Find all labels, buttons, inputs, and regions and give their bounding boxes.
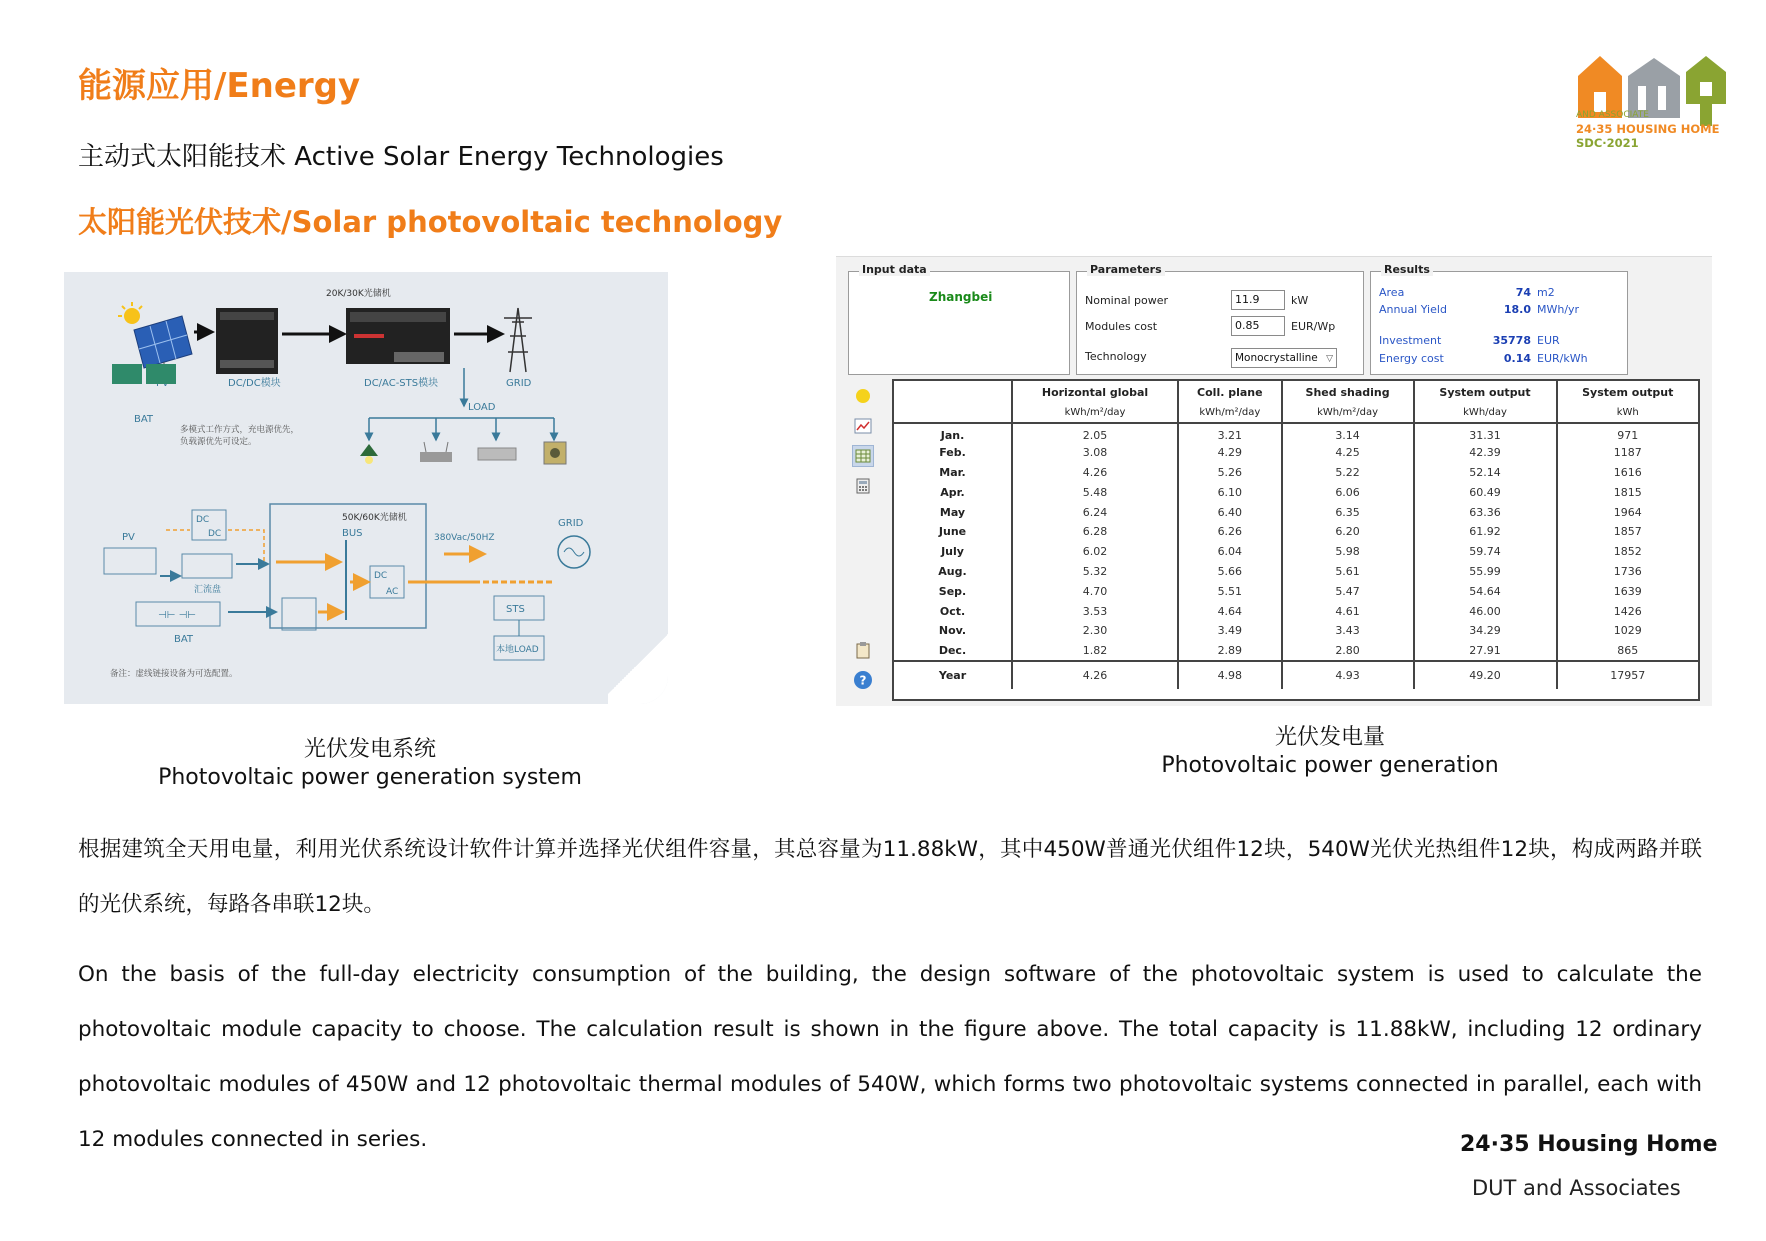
value-cell: 1857 — [1557, 522, 1698, 542]
svg-text:⊣⊢ ⊣⊢: ⊣⊢ ⊣⊢ — [158, 610, 197, 621]
column-unit: kWh/m²/day — [1282, 403, 1414, 423]
value-cell: 3.21 — [1178, 423, 1282, 443]
body-text-cn: 根据建筑全天用电量，利用光伏系统设计软件计算并选择光伏组件容量，其总容量为11.88kW，其中450W普通光伏组件12块，540W光伏光热组件12块，构成两路并联的光伏系统，每路各串联12块。 — [78, 837, 1702, 917]
value-cell: 5.51 — [1178, 581, 1282, 601]
dcdc-module-icon — [216, 308, 278, 374]
value-cell: 6.10 — [1178, 482, 1282, 502]
value-cell: 1852 — [1557, 542, 1698, 562]
value-cell: 6.40 — [1178, 502, 1282, 522]
column-header: Coll. plane — [1178, 381, 1282, 403]
column-unit: kWh — [1557, 403, 1698, 423]
value-cell: 5.61 — [1282, 562, 1414, 582]
value-cell: 63.36 — [1414, 502, 1557, 522]
sun-icon — [118, 302, 142, 324]
investment-label: Investment — [1379, 334, 1442, 347]
table-row — [894, 621, 1698, 641]
local-load-label: 本地LOAD — [496, 645, 539, 655]
dc-box-label: DC — [374, 571, 388, 581]
value-cell: 1815 — [1557, 482, 1698, 502]
dcac-label: DC/AC-STS模块 — [364, 378, 439, 389]
caption-left-cn: 光伏发电系统 — [303, 737, 436, 762]
caption-right — [1080, 724, 1580, 780]
column-unit: kWh/m²/day — [1178, 403, 1282, 423]
results-legend: Results — [1381, 263, 1433, 276]
chart-icon[interactable] — [852, 415, 874, 437]
annual-yield-unit: MWh/yr — [1537, 303, 1580, 316]
column-unit — [894, 403, 1012, 423]
value-cell: 60.49 — [1414, 482, 1557, 502]
value-cell: 3.08 — [1012, 443, 1178, 463]
value-cell: 46.00 — [1414, 601, 1557, 621]
column-header: Horizontal global — [1012, 381, 1178, 403]
value-cell: 5.98 — [1282, 542, 1414, 562]
table-row — [894, 463, 1698, 483]
router-icon — [420, 442, 452, 462]
clipboard-icon[interactable] — [852, 639, 874, 661]
value-cell: 5.32 — [1012, 562, 1178, 582]
value-cell: 6.02 — [1012, 542, 1178, 562]
year-total-row — [894, 661, 1698, 689]
column-header: System output — [1557, 381, 1698, 403]
page-title: 能源应用/Energy — [78, 66, 361, 106]
month-cell: Mar. — [939, 465, 966, 479]
energy-cost-unit: EUR/kWh — [1537, 352, 1588, 365]
month-cell: June — [938, 525, 967, 539]
value-cell: 2.80 — [1282, 641, 1414, 661]
energy-cost-label: Energy cost — [1379, 352, 1444, 365]
grid-label: GRID — [506, 378, 532, 389]
diagram-top-title: 20K/30K光储机 — [326, 289, 391, 299]
column-header — [894, 381, 1012, 403]
page-subtitle: 主动式太阳能技术 Active Solar Energy Technologies — [78, 142, 724, 172]
year-value: 4.26 — [1012, 661, 1178, 689]
value-cell: 4.29 — [1178, 443, 1282, 463]
value-cell: 42.39 — [1414, 443, 1557, 463]
month-cell: May — [939, 505, 966, 519]
value-cell: 59.74 — [1414, 542, 1557, 562]
footer-project: 24·35 Housing Home — [1460, 1132, 1718, 1157]
solar-panel-icon — [134, 316, 192, 372]
location-name[interactable]: Zhangbei — [929, 290, 993, 304]
table-row — [894, 423, 1698, 443]
value-cell: 1.82 — [1012, 641, 1178, 661]
vac-label: 380Vac/50HZ — [434, 533, 495, 543]
grid2-label: GRID — [558, 518, 584, 529]
pv-system-diagram — [64, 272, 668, 704]
value-cell: 4.64 — [1178, 601, 1282, 621]
investment-unit: EUR — [1537, 334, 1560, 347]
year-value: 17957 — [1557, 661, 1698, 689]
value-cell: 4.61 — [1282, 601, 1414, 621]
input-data-group — [848, 263, 1070, 375]
year-label: Year — [894, 661, 1012, 689]
table-row — [894, 601, 1698, 621]
note-top-2: 负载源优先可设定。 — [180, 437, 257, 447]
value-cell: 865 — [1557, 641, 1698, 661]
area-unit: m2 — [1537, 286, 1555, 299]
caption-right-cn: 光伏发电量 — [1274, 725, 1385, 750]
value-cell: 27.91 — [1414, 641, 1557, 661]
value-cell: 6.06 — [1282, 482, 1414, 502]
appliance-icon — [478, 448, 516, 460]
page-curl — [608, 624, 668, 704]
nominal-power-unit: kW — [1291, 294, 1309, 307]
nominal-power-input[interactable]: 11.9 — [1231, 290, 1285, 310]
note-top: 多模式工作方式，充电源优先， — [180, 425, 300, 435]
value-cell: 4.70 — [1012, 581, 1178, 601]
table-row — [894, 641, 1698, 661]
value-cell: 6.20 — [1282, 522, 1414, 542]
area-value: 74 — [1515, 286, 1531, 299]
table-row — [894, 502, 1698, 522]
year-value: 49.20 — [1414, 661, 1557, 689]
dcdc-small-1: DC — [196, 515, 210, 525]
table-row — [894, 562, 1698, 582]
value-cell: 54.64 — [1414, 581, 1557, 601]
ac-box-label: AC — [386, 587, 399, 597]
value-cell: 6.04 — [1178, 542, 1282, 562]
footer-team: DUT and Associates — [1472, 1176, 1681, 1200]
value-cell: 6.26 — [1178, 522, 1282, 542]
logo-line1: AND ASSOCIATE — [1576, 110, 1649, 120]
value-cell: 1187 — [1557, 443, 1698, 463]
month-cell: Nov. — [938, 624, 967, 638]
year-value: 4.98 — [1178, 661, 1282, 689]
modules-cost-input[interactable]: 0.85 — [1231, 316, 1285, 336]
results-group — [1370, 263, 1628, 375]
year-value: 4.93 — [1282, 661, 1414, 689]
value-cell: 3.53 — [1012, 601, 1178, 621]
pv-calculator-window — [836, 256, 1712, 706]
parameters-group — [1076, 263, 1364, 375]
diagram-bottom-title: 50K/60K光储机 — [342, 513, 407, 523]
month-cell: July — [941, 545, 964, 559]
value-cell: 5.47 — [1282, 581, 1414, 601]
investment-value: 35778 — [1492, 334, 1531, 347]
side-toolbar — [846, 381, 878, 701]
section-title: 太阳能光伏技术/Solar photovoltaic technology — [78, 205, 783, 239]
svg-text:?: ? — [859, 673, 867, 688]
load-label: LOAD — [468, 402, 496, 413]
value-cell: 971 — [1557, 423, 1698, 443]
modules-cost-label: Modules cost — [1085, 320, 1158, 333]
sts-label: STS — [506, 604, 525, 615]
caption-left — [120, 736, 620, 792]
bat2-label: BAT — [174, 634, 194, 645]
column-unit: kWh/day — [1414, 403, 1557, 423]
caption-left-en: Photovoltaic power generation system — [158, 765, 582, 790]
annual-yield-label: Annual Yield — [1379, 303, 1447, 316]
month-cell: Dec. — [938, 643, 967, 657]
value-cell: 5.22 — [1282, 463, 1414, 483]
caption-right-en: Photovoltaic power generation — [1161, 753, 1499, 778]
month-cell: Jan. — [940, 428, 965, 442]
value-cell: 1029 — [1557, 621, 1698, 641]
value-cell: 2.89 — [1178, 641, 1282, 661]
nominal-power-label: Nominal power — [1085, 294, 1168, 307]
value-cell: 3.14 — [1282, 423, 1414, 443]
column-header: Shed shading — [1282, 381, 1414, 403]
value-cell: 34.29 — [1414, 621, 1557, 641]
technology-label: Technology — [1085, 350, 1147, 363]
pv2-label: PV — [122, 532, 135, 543]
value-cell: 6.35 — [1282, 502, 1414, 522]
value-cell: 55.99 — [1414, 562, 1557, 582]
bus-label: BUS — [342, 528, 363, 539]
note-bottom: 备注：虚线链接设备为可选配置。 — [110, 669, 238, 679]
value-cell: 5.66 — [1178, 562, 1282, 582]
table-row — [894, 542, 1698, 562]
logo-line2: 24·35 HOUSING HOME — [1576, 122, 1720, 136]
column-header: System output — [1414, 381, 1557, 403]
input-data-legend: Input data — [859, 263, 930, 276]
month-cell: Sep. — [938, 584, 967, 598]
value-cell: 5.26 — [1178, 463, 1282, 483]
chevron-down-icon: ▽ — [1326, 354, 1333, 364]
month-cell: Aug. — [938, 564, 967, 578]
technology-select[interactable] — [1231, 348, 1337, 368]
device-icon — [544, 442, 566, 464]
sun-icon[interactable] — [852, 385, 874, 407]
technology-value: Monocrystalline — [1235, 352, 1318, 364]
table-row — [894, 443, 1698, 463]
value-cell: 1639 — [1557, 581, 1698, 601]
dcdc-label: DC/DC模块 — [228, 378, 281, 389]
table-row — [894, 522, 1698, 542]
value-cell: 3.43 — [1282, 621, 1414, 641]
table-row — [894, 581, 1698, 601]
monthly-output-table — [892, 379, 1700, 701]
dcac-module-icon — [346, 308, 450, 364]
help-icon[interactable] — [852, 669, 874, 691]
value-cell: 1616 — [1557, 463, 1698, 483]
value-cell: 31.31 — [1414, 423, 1557, 443]
dcdc-small-2: DC — [208, 529, 222, 539]
parameters-legend: Parameters — [1087, 263, 1165, 276]
table-row — [894, 482, 1698, 502]
area-label: Area — [1379, 286, 1405, 299]
body-text-en: On the basis of the full-day electricity consumption of the building, the design software of the photovoltaic system is used to calculate the photovoltaic module capacity to choose. The calculation result is shown in the figure above. The total capacity is 11.88kW, including 12 ordinary photovoltaic modules of 450W and 12 photovoltaic thermal modules of 540W, which forms two photovoltaic systems connected in parallel, each with 12 modules connected in series. — [78, 962, 1702, 1152]
month-cell: Feb. — [939, 446, 966, 460]
value-cell: 6.24 — [1012, 502, 1178, 522]
modules-cost-unit: EUR/Wp — [1291, 320, 1336, 333]
column-unit: kWh/m²/day — [1012, 403, 1178, 423]
month-cell: Oct. — [939, 604, 966, 618]
value-cell: 3.49 — [1178, 621, 1282, 641]
month-cell: Apr. — [940, 485, 965, 499]
annual-yield-value: 18.0 — [1503, 303, 1531, 316]
calculator-icon[interactable] — [852, 475, 874, 497]
lamp-icon — [360, 444, 378, 464]
transmission-tower-icon — [504, 308, 532, 372]
value-cell: 52.14 — [1414, 463, 1557, 483]
value-cell: 2.05 — [1012, 423, 1178, 443]
combiner-label: 汇流盘 — [194, 585, 222, 595]
value-cell: 4.26 — [1012, 463, 1178, 483]
value-cell: 5.48 — [1012, 482, 1178, 502]
value-cell: 1736 — [1557, 562, 1698, 582]
energy-cost-value: 0.14 — [1503, 352, 1531, 365]
value-cell: 1426 — [1557, 601, 1698, 621]
value-cell: 61.92 — [1414, 522, 1557, 542]
bat-label: BAT — [134, 414, 154, 425]
value-cell: 2.30 — [1012, 621, 1178, 641]
table-icon[interactable] — [852, 445, 874, 467]
logo-line3: SDC·2021 — [1576, 136, 1639, 150]
value-cell: 1964 — [1557, 502, 1698, 522]
value-cell: 6.28 — [1012, 522, 1178, 542]
value-cell: 4.25 — [1282, 443, 1414, 463]
